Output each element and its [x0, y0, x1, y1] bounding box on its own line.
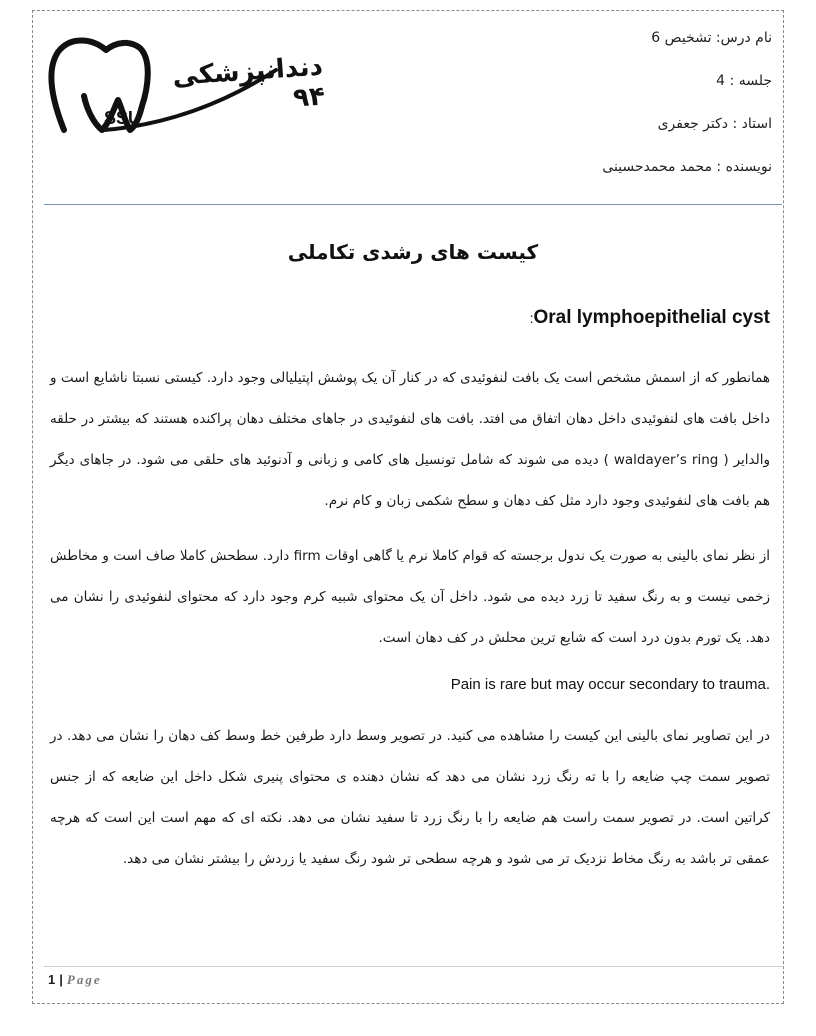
paragraph-clinical: از نظر نمای بالینی به صورت یک ندول برجسته که قوام کاملا نرم یا گاهی اوقات firm دارد. سطحش کاملا صاف است و مخاطش زخمی نیست و به رنگ سفید تا زرد دیده می شود. داخل آن یک محتوای شبیه کرم وجود دارد که محتوای لنفوئیدی را نشان می دهد. یک تورم بدون درد است که شایع ترین محلش در کف دهان است.: [50, 548, 771, 646]
dentistry-logo: [44, 30, 326, 140]
logo-ssu: SSU: [104, 108, 142, 128]
author-name: نویسنده : محمد محمدحسینی: [602, 159, 772, 175]
section-heading: [530, 307, 770, 329]
header-divider: [44, 204, 782, 205]
section-heading-colon: :: [529, 310, 534, 326]
page-word: Page: [66, 972, 102, 987]
document-title: کیست های رشدی تکاملی: [287, 240, 539, 264]
instructor-name: استاد : دکتر جعفری: [657, 116, 772, 132]
page-number: 1: [48, 972, 56, 987]
paragraph-intro: همانطور که از اسمش مشخص است یک بافت لنفوئیدی که در کنار آن یک پوشش اپتیلیالی وجود دارد. کیستی نسبتا ناشایع است و داخل بافت های لنفوئیدی داخل دهان اتفاق می افتد. بافت های لنفوئیدی در جاهای مختلف دهان پراکنده هستند که بیشتر در حلقه والدایر ( waldayer’s ring ) دیده می شوند که شامل تونسیل های کامی و زبانی و آدنوئید های حلقی می شود. در جاهای دیگر هم بافت های لنفوئیدی وجود دارد مثل کف دهان و سطح شکمی زبان و کام نرم.: [50, 370, 770, 509]
english-note: Pain is rare but may occur secondary to trauma.: [450, 676, 770, 693]
page-footer: [48, 972, 102, 988]
paragraph-images: در این تصاویر نمای بالینی این کیست را مشاهده می کنید. در تصویر وسط دارد طرفین خط وسط کف دهان را نشان می دهد. در تصویر سمت چپ ضایعه را با ته رنگ زرد نشان می دهد که نشان دهنده ی محتوای پنیری شکل داخل این ضایعه که از جنس کراتین است. در تصویر سمت راست هم ضایعه را با رنگ زرد تا سفید نشان می دهد. نکته ای که مهم است این است که هرچه عمقی تر باشد به رنگ مخاط نزدیک تر می شود و هرچه سطحی تر شود رنگ سفید یا زردش را بیشتر نشان می دهد.: [50, 728, 770, 867]
section-heading-text: Oral lymphoepithelial cyst: [533, 307, 770, 328]
header-info: [392, 30, 772, 202]
session-number: جلسه : 4: [716, 73, 772, 89]
footer-rule: [44, 966, 782, 967]
course-name: نام درس: تشخیص 6: [651, 30, 772, 46]
footer-separator: |: [59, 972, 63, 987]
logo-text: دندانپزشکی ۹۴: [171, 51, 326, 114]
